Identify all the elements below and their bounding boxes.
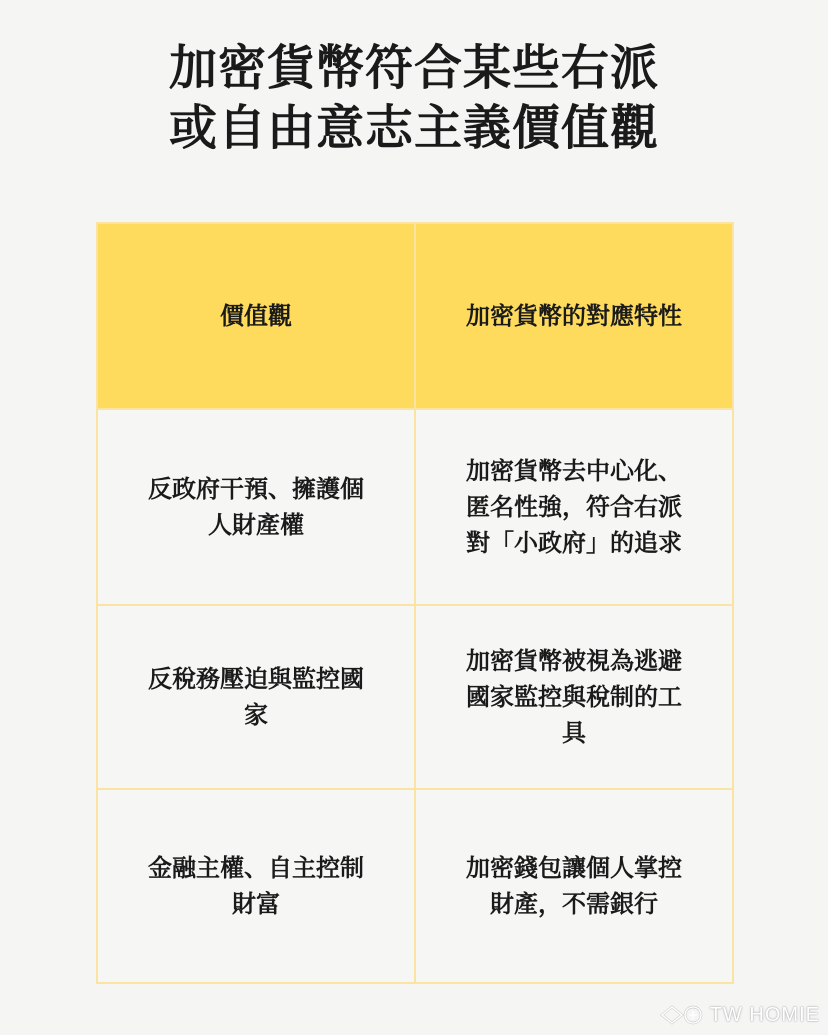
cell-line: 加密錢包讓個人掌控 xyxy=(466,854,682,882)
cell-line: 國家監控與稅制的工 xyxy=(466,683,682,711)
cell-line: 金融主權、自主控制 xyxy=(148,854,364,882)
watermark-text: TW HOMIE xyxy=(709,1003,820,1026)
value-cell xyxy=(97,605,415,789)
cell-line: 匿名性強，符合右派 xyxy=(466,493,682,521)
value-cell xyxy=(97,789,415,983)
homie-logo-icon xyxy=(660,1003,704,1027)
cell-line: 加密貨幣去中心化、 xyxy=(466,457,682,485)
cell-line: 家 xyxy=(244,701,268,729)
cell-line: 具 xyxy=(562,719,586,747)
trait-cell xyxy=(415,789,733,983)
table-row xyxy=(97,605,733,789)
cell-line: 反稅務壓迫與監控國 xyxy=(148,665,364,693)
cell-line: 財產，不需銀行 xyxy=(490,890,658,918)
cell-line: 反政府干預、擁護個 xyxy=(148,475,364,503)
cell-line: 人財產權 xyxy=(208,511,304,539)
value-cell xyxy=(97,409,415,605)
table-header-row xyxy=(97,223,733,409)
watermark xyxy=(660,1003,820,1027)
trait-cell xyxy=(415,409,733,605)
cell-line: 財富 xyxy=(232,890,280,918)
comparison-table xyxy=(96,222,734,984)
cell-line: 對「小政府」的追求 xyxy=(466,529,682,557)
table-row xyxy=(97,789,733,983)
page-title xyxy=(0,38,828,158)
title-line-1: 加密貨幣符合某些右派 xyxy=(168,40,659,96)
header-values: 價值觀 xyxy=(97,223,415,409)
header-crypto-traits: 加密貨幣的對應特性 xyxy=(415,223,733,409)
cell-line: 加密貨幣被視為逃避 xyxy=(466,647,682,675)
table-row xyxy=(97,409,733,605)
title-line-2: 或自由意志主義價值觀 xyxy=(168,100,659,156)
trait-cell xyxy=(415,605,733,789)
